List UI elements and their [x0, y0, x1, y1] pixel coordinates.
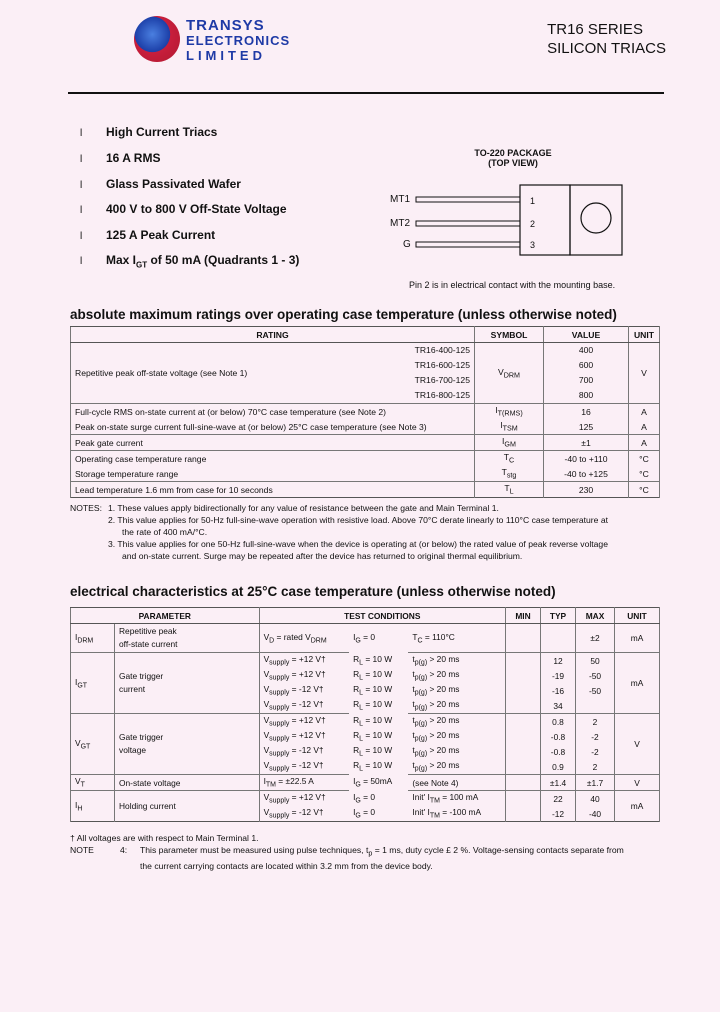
col-symbol: SYMBOL [475, 327, 544, 343]
package-diagram [380, 180, 650, 280]
footer-notes: † All voltages are with respect to Main Terminal 1. NOTE 4: This parameter must be measured using pulse techniques, $t_p = 1$ ms, duty cycle £ 2 %. Voltage-sensing contacts separate from the current carrying contacts are located within 3.2 mm from the device body. [70, 832, 695, 872]
pin-num-2: 2 [530, 219, 536, 229]
series-title [547, 20, 666, 58]
package-note: Pin 2 is in electrical contact with the mounting base. [409, 280, 616, 290]
table-row: $V_{supply} = +12$ V† $R_L = 10$ W $t_{p(g)} > 20$ ms -19 -50 [71, 668, 660, 683]
table-row: $V_{GT}$ Gate trigger voltage $V_{supply} = +12$ V† $R_L = 10$ W $t_{p(g)} > 20$ ms 0.8 2 V [71, 714, 660, 730]
feature-item: l 125 A Peak Current [80, 228, 216, 242]
feature-item: l High Current Triacs [80, 125, 218, 139]
table-row: Peak on-state surge current full-sine-wave at (or below) 25°C case temperature (see Note 3) $I_{TSM}$ 125 A [71, 419, 660, 435]
amr-title: absolute maximum ratings over operating case temperature (unless otherwise noted) [70, 307, 617, 322]
notes-block: NOTES: 1. These values apply bidirectionally for any value of resistance between the gate and Main Terminal 1. 2. This value applies for 50-Hz full-sine-wave operation with resistive load. Above 70°C derate linearly to 110°C case temperature at the rate of 400 mA/°C. 3. This value applies for one 50-Hz full-sine-wave when the device is operating at (or below) the rated value of peak reverse voltage and on-state current. Surge may be repeated after the device has returned to original thermal equilibrium. [70, 503, 608, 561]
col-typ: TYP [541, 608, 576, 624]
pin-label-mt1: MT1 [390, 194, 410, 205]
table-row: $V_{supply} = -12$ V† $R_L = 10$ W $t_{p(g)} > 20$ ms -0.8 -2 [71, 744, 660, 759]
col-unit: UNIT [615, 608, 660, 624]
col-test-conditions: TEST CONDITIONS [259, 608, 505, 624]
pin-num-3: 3 [530, 240, 536, 250]
table-row: $I_H$ Holding current $V_{supply} = +12$ V† $I_G = 0$ Init' $I_{TM} = 100$ mA 22 40 mA [71, 791, 660, 807]
table-row: $V_{supply} = -12$ V† $R_L = 10$ W $t_{p(g)} > 20$ ms -16 -50 [71, 683, 660, 698]
package-title: TO-220 PACKAGE (TOP VIEW) [474, 148, 552, 168]
table-row: Operating case temperature range $T_C$ -40 to +110 °C [71, 451, 660, 467]
device-type: SILICON TRIACS [547, 40, 666, 57]
table-row: $I_{GT}$ Gate trigger current $V_{supply} = +12$ V† $R_L = 10$ W $t_{p(g)} > 20$ ms 12 50 mA [71, 653, 660, 669]
table-row: $V_{supply} = +12$ V† $R_L = 10$ W $t_{p(g)} > 20$ ms -0.8 -2 [71, 729, 660, 744]
company-logo-globe [134, 16, 180, 62]
company-name [186, 18, 290, 63]
table-row: $V_{supply} = -12$ V† $R_L = 10$ W $t_{p(g)} > 20$ ms 0.9 2 [71, 759, 660, 775]
col-min: MIN [506, 608, 541, 624]
col-max: MAX [576, 608, 615, 624]
feature-item: l Glass Passivated Wafer [80, 177, 241, 191]
series-name: TR16 SERIES [547, 21, 643, 38]
table-row: $V_T$ On-state voltage $I_{TM} = \pm 22.5$ A $I_G = 50mA$ (see Note 4) ±1.4 ±1.7 V [71, 775, 660, 791]
col-value: VALUE [544, 327, 629, 343]
col-unit: UNIT [629, 327, 660, 343]
feature-item: l 16 A RMS [80, 151, 161, 165]
dagger-note: † All voltages are with respect to Main Terminal 1. [70, 833, 259, 843]
rating-label: Repetitive peak off-state voltage (see Note 1) [75, 368, 248, 378]
table-row: $I_{DRM}$ Repetitive peak off-state current $V_D$ = rated $V_{DRM}$ $I_G = 0$ $T_C = 110^\circ C$ ±2 mA [71, 624, 660, 653]
feature-item: l Max $I_{GT}$ of 50 mA (Quadrants 1 - 3) [80, 253, 300, 270]
amr-table [70, 326, 660, 498]
header-rule [68, 92, 664, 94]
table-row: $V_{supply} = -12$ V† $I_G = 0$ Init' $I_{TM} = -100$ mA -12 -40 [71, 806, 660, 822]
pin-label-g: G [403, 239, 411, 250]
note-4: NOTE 4: This parameter must be measured using pulse techniques, $t_p = 1$ ms, duty cycle £ 2 %. Voltage-sensing contacts separate from [70, 845, 624, 858]
table-row: Lead temperature 1.6 mm from case for 10 seconds $T_L$ 230 °C [71, 482, 660, 498]
table-row: Full-cycle RMS on-state current at (or below) 70°C case temperature (see Note 2) $I_{T(RMS)}$ 16 A [71, 404, 660, 420]
pin-num-1: 1 [530, 196, 536, 206]
table-row: $V_{supply} = -12$ V† $R_L = 10$ W $t_{p(g)} > 20$ ms 34 [71, 698, 660, 714]
company-line3: LIMITED [186, 48, 266, 63]
col-parameter: PARAMETER [71, 608, 260, 624]
col-rating: RATING [71, 327, 475, 343]
table-row: Peak gate current $I_{GM}$ ±1 A [71, 435, 660, 451]
ec-title: electrical characteristics at 25°C case temperature (unless otherwise noted) [70, 584, 556, 599]
table-row: Storage temperature range $T_{stg}$ -40 to +125 °C [71, 466, 660, 482]
pin-label-mt2: MT2 [390, 218, 410, 229]
company-line2: ELECTRONICS [186, 33, 291, 48]
ec-table [70, 607, 660, 822]
table-row: Repetitive peak off-state voltage (see Note 1) TR16-400-125 TR16-600-125 TR16-700-125 TR16-800-125 $V_{DRM}$ 400 600 700 800 V [71, 343, 660, 404]
feature-item: l 400 V to 800 V Off-State Voltage [80, 202, 287, 216]
company-line1: TRANSYS [186, 17, 265, 34]
